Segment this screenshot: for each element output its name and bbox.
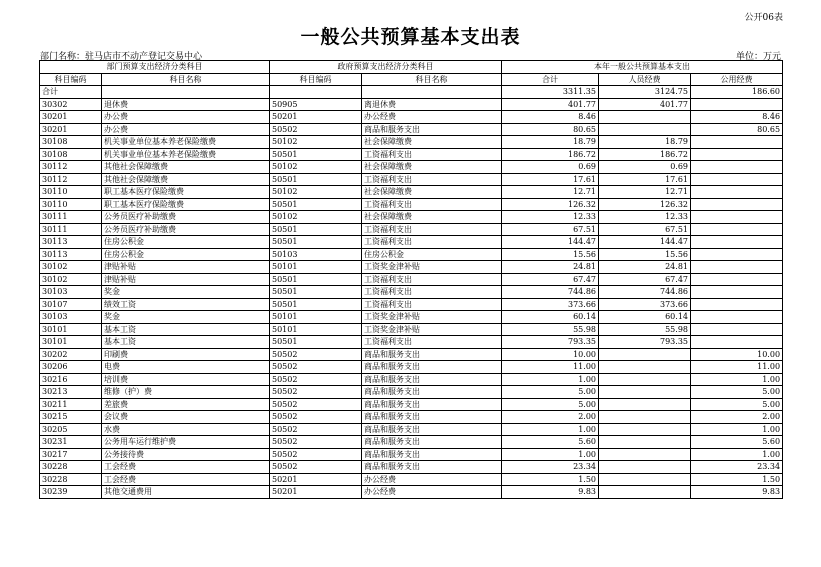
table-row: [40, 236, 783, 249]
table-cell: 50501: [270, 173, 362, 186]
table-cell: 30217: [40, 448, 102, 461]
table-cell: 5.00: [502, 386, 599, 399]
table-row: [40, 123, 783, 136]
table-row: [40, 486, 783, 499]
table-row: [40, 336, 783, 349]
table-cell: 50201: [270, 486, 362, 499]
table-cell: 30211: [40, 398, 102, 411]
column-header: 人员经费: [599, 73, 691, 86]
table-cell: [691, 336, 783, 349]
table-row: [40, 323, 783, 336]
table-cell: [599, 111, 691, 124]
group-header-row: [40, 61, 783, 74]
table-cell: 793.35: [599, 336, 691, 349]
table-cell: [691, 211, 783, 224]
table-cell: 合计: [40, 86, 102, 99]
table-cell: 15.56: [599, 248, 691, 261]
table-cell: [691, 236, 783, 249]
table-row: [40, 348, 783, 361]
table-row: [40, 248, 783, 261]
table-cell: 工资奖金津补贴: [362, 323, 502, 336]
table-cell: [599, 398, 691, 411]
table-cell: 30103: [40, 311, 102, 324]
table-cell: 办公费: [102, 123, 270, 136]
table-cell: 186.72: [599, 148, 691, 161]
table-cell: [691, 148, 783, 161]
table-cell: 50501: [270, 286, 362, 299]
table-cell: [599, 348, 691, 361]
table-cell: 23.34: [502, 461, 599, 474]
table-cell: 其他社会保障缴费: [102, 161, 270, 174]
table-cell: 办公经费: [362, 111, 502, 124]
table-cell: 公务员医疗补助缴费: [102, 223, 270, 236]
table-cell: 社会保障缴费: [362, 136, 502, 149]
table-cell: 30231: [40, 436, 102, 449]
table-cell: 17.61: [502, 173, 599, 186]
table-cell: 50501: [270, 198, 362, 211]
table-cell: 工资福利支出: [362, 236, 502, 249]
table-cell: [691, 261, 783, 274]
table-cell: 职工基本医疗保险缴费: [102, 186, 270, 199]
unit-label: 单位：万元: [735, 52, 781, 62]
table-cell: 工资福利支出: [362, 336, 502, 349]
table-cell: 维修（护）费: [102, 386, 270, 399]
table-cell: 商品和服务支出: [362, 411, 502, 424]
table-cell: 住房公积金: [362, 248, 502, 261]
table-cell: 机关事业单位基本养老保险缴费: [102, 136, 270, 149]
table-row: [40, 286, 783, 299]
table-cell: 30101: [40, 336, 102, 349]
table-cell: [691, 186, 783, 199]
table-cell: 50501: [270, 336, 362, 349]
table-cell: 60.14: [502, 311, 599, 324]
table-cell: 30108: [40, 136, 102, 149]
table-cell: 50501: [270, 236, 362, 249]
table-cell: 30239: [40, 486, 102, 499]
table-row: [40, 398, 783, 411]
table-cell: 12.71: [599, 186, 691, 199]
table-cell: 30202: [40, 348, 102, 361]
column-header-row: [40, 73, 783, 86]
table-cell: 30108: [40, 148, 102, 161]
table-cell: 23.34: [691, 461, 783, 474]
table-cell: 11.00: [502, 361, 599, 374]
table-cell: 30110: [40, 198, 102, 211]
table-cell: 373.66: [502, 298, 599, 311]
column-header: 科目名称: [362, 73, 502, 86]
table-cell: 50905: [270, 98, 362, 111]
table-cell: [691, 198, 783, 211]
table-cell: 工资福利支出: [362, 173, 502, 186]
table-cell: [691, 311, 783, 324]
table-cell: 1.00: [691, 373, 783, 386]
column-header: 公用经费: [691, 73, 783, 86]
table-cell: 50103: [270, 248, 362, 261]
table-cell: 50502: [270, 386, 362, 399]
table-cell: [691, 223, 783, 236]
table-cell: 会议费: [102, 411, 270, 424]
table-cell: 1.00: [502, 423, 599, 436]
table-cell: 401.77: [502, 98, 599, 111]
table-cell: 差旅费: [102, 398, 270, 411]
table-cell: 30302: [40, 98, 102, 111]
column-header: 科目编码: [270, 73, 362, 86]
column-header: 科目名称: [102, 73, 270, 86]
table-cell: [599, 361, 691, 374]
table-cell: 30107: [40, 298, 102, 311]
table-cell: 30205: [40, 423, 102, 436]
table-cell: 50102: [270, 161, 362, 174]
table-row: [40, 136, 783, 149]
table-cell: 30102: [40, 261, 102, 274]
table-cell: [599, 123, 691, 136]
table-cell: 工资福利支出: [362, 148, 502, 161]
table-cell: 工资福利支出: [362, 273, 502, 286]
table-cell: 商品和服务支出: [362, 448, 502, 461]
table-cell: 其他社会保障缴费: [102, 173, 270, 186]
table-cell: 373.66: [599, 298, 691, 311]
table-cell: 12.33: [599, 211, 691, 224]
table-row: [40, 261, 783, 274]
table-cell: 1.00: [502, 448, 599, 461]
table-cell: 55.98: [502, 323, 599, 336]
group-header-gov: 政府预算支出经济分类科目: [270, 61, 502, 74]
table-cell: [691, 286, 783, 299]
table-cell: 津贴补贴: [102, 261, 270, 274]
table-cell: 50502: [270, 423, 362, 436]
table-cell: 商品和服务支出: [362, 436, 502, 449]
table-cell: 基本工资: [102, 336, 270, 349]
table-cell: 50501: [270, 148, 362, 161]
table-cell: 商品和服务支出: [362, 398, 502, 411]
table-cell: 绩效工资: [102, 298, 270, 311]
table-cell: 80.65: [502, 123, 599, 136]
table-row: [40, 461, 783, 474]
table-cell: [270, 86, 362, 99]
table-cell: 离退休费: [362, 98, 502, 111]
table-cell: 0.69: [502, 161, 599, 174]
table-cell: [599, 436, 691, 449]
page-title: 一般公共预算基本支出表: [300, 26, 521, 48]
table-row: [40, 98, 783, 111]
table-cell: 公务用车运行维护费: [102, 436, 270, 449]
table-cell: 67.47: [599, 273, 691, 286]
table-cell: 50502: [270, 398, 362, 411]
table-cell: 50201: [270, 111, 362, 124]
table-row: [40, 186, 783, 199]
table-cell: 50201: [270, 473, 362, 486]
table-cell: 30111: [40, 211, 102, 224]
table-cell: 社会保障缴费: [362, 211, 502, 224]
table-cell: [691, 298, 783, 311]
table-cell: 744.86: [599, 286, 691, 299]
column-header: 科目编码: [40, 73, 102, 86]
table-cell: 培训费: [102, 373, 270, 386]
table-cell: 30206: [40, 361, 102, 374]
table-cell: 30101: [40, 323, 102, 336]
table-cell: 50502: [270, 361, 362, 374]
table-cell: [691, 136, 783, 149]
table-cell: 50102: [270, 211, 362, 224]
table-row: [40, 173, 783, 186]
table-row: [40, 361, 783, 374]
table-cell: 11.00: [691, 361, 783, 374]
table-cell: 商品和服务支出: [362, 461, 502, 474]
table-cell: 住房公积金: [102, 236, 270, 249]
table-cell: 商品和服务支出: [362, 361, 502, 374]
table-cell: 50101: [270, 261, 362, 274]
table-row: [40, 473, 783, 486]
table-cell: 67.51: [599, 223, 691, 236]
table-cell: 50502: [270, 373, 362, 386]
table-cell: 30201: [40, 111, 102, 124]
table-cell: 社会保障缴费: [362, 186, 502, 199]
table-cell: 住房公积金: [102, 248, 270, 261]
table-cell: 0.69: [599, 161, 691, 174]
table-cell: 50502: [270, 436, 362, 449]
table-cell: [691, 273, 783, 286]
table-cell: 基本工资: [102, 323, 270, 336]
table-cell: 其他交通费用: [102, 486, 270, 499]
table-cell: [599, 373, 691, 386]
table-cell: 奖金: [102, 286, 270, 299]
table-cell: 奖金: [102, 311, 270, 324]
table-cell: 电费: [102, 361, 270, 374]
table-cell: 商品和服务支出: [362, 348, 502, 361]
table-cell: 50102: [270, 136, 362, 149]
table-cell: 744.86: [502, 286, 599, 299]
table-cell: 工资福利支出: [362, 198, 502, 211]
table-cell: 1.00: [502, 373, 599, 386]
table-cell: 办公费: [102, 111, 270, 124]
table-cell: 社会保障缴费: [362, 161, 502, 174]
table-cell: 30110: [40, 186, 102, 199]
table-cell: [691, 173, 783, 186]
table-row: [40, 298, 783, 311]
table-cell: 工会经费: [102, 473, 270, 486]
table-cell: 30113: [40, 236, 102, 249]
table-cell: 126.32: [599, 198, 691, 211]
table-cell: 18.79: [502, 136, 599, 149]
table-cell: 9.83: [502, 486, 599, 499]
table-cell: 工资福利支出: [362, 286, 502, 299]
group-header-dept: 部门预算支出经济分类科目: [40, 61, 270, 74]
table-cell: 50101: [270, 311, 362, 324]
table-cell: 印刷费: [102, 348, 270, 361]
table-cell: 30213: [40, 386, 102, 399]
table-cell: 50102: [270, 186, 362, 199]
table-cell: 50502: [270, 348, 362, 361]
table-cell: 10.00: [502, 348, 599, 361]
table-cell: 30111: [40, 223, 102, 236]
table-cell: 商品和服务支出: [362, 386, 502, 399]
table-cell: 办公经费: [362, 486, 502, 499]
table-row: [40, 273, 783, 286]
table-row: [40, 211, 783, 224]
table-row: [40, 373, 783, 386]
table-cell: 水费: [102, 423, 270, 436]
table-cell: 5.00: [502, 398, 599, 411]
table-cell: [599, 448, 691, 461]
table-cell: 机关事业单位基本养老保险缴费: [102, 148, 270, 161]
table-cell: 30228: [40, 473, 102, 486]
table-cell: 12.33: [502, 211, 599, 224]
table-cell: [691, 248, 783, 261]
table-cell: [691, 323, 783, 336]
table-cell: 50501: [270, 298, 362, 311]
table-cell: 30201: [40, 123, 102, 136]
table-cell: 5.60: [502, 436, 599, 449]
table-cell: 工会经费: [102, 461, 270, 474]
table-cell: 30103: [40, 286, 102, 299]
table-cell: 工资奖金津补贴: [362, 261, 502, 274]
table-row: [40, 436, 783, 449]
table-cell: 公务接待费: [102, 448, 270, 461]
table-cell: [362, 86, 502, 99]
total-row: [40, 86, 783, 99]
table-row: [40, 161, 783, 174]
table-cell: [599, 386, 691, 399]
table-cell: 津贴补贴: [102, 273, 270, 286]
table-cell: 1.50: [502, 473, 599, 486]
table-row: [40, 223, 783, 236]
table-cell: 30215: [40, 411, 102, 424]
table-cell: 50502: [270, 123, 362, 136]
table-cell: [691, 98, 783, 111]
table-cell: 793.35: [502, 336, 599, 349]
table-cell: 67.47: [502, 273, 599, 286]
table-cell: 144.47: [599, 236, 691, 249]
table-cell: 10.00: [691, 348, 783, 361]
table-cell: 8.46: [502, 111, 599, 124]
budget-table: [39, 60, 783, 499]
table-cell: 5.00: [691, 386, 783, 399]
table-row: [40, 386, 783, 399]
table-cell: 12.71: [502, 186, 599, 199]
table-cell: [599, 411, 691, 424]
table-cell: 24.81: [599, 261, 691, 274]
table-cell: 3124.75: [599, 86, 691, 99]
table-cell: 30113: [40, 248, 102, 261]
table-cell: 50502: [270, 411, 362, 424]
table-cell: 30216: [40, 373, 102, 386]
department-label: 部门名称：驻马店市不动产登记交易中心: [40, 52, 203, 62]
table-cell: 126.32: [502, 198, 599, 211]
table-cell: 职工基本医疗保险缴费: [102, 198, 270, 211]
table-cell: 30112: [40, 173, 102, 186]
table-cell: 401.77: [599, 98, 691, 111]
table-cell: 17.61: [599, 173, 691, 186]
table-cell: 15.56: [502, 248, 599, 261]
table-cell: [599, 473, 691, 486]
table-cell: 30102: [40, 273, 102, 286]
table-cell: 1.50: [691, 473, 783, 486]
table-cell: [599, 423, 691, 436]
table-cell: 50501: [270, 223, 362, 236]
table-cell: 办公经费: [362, 473, 502, 486]
table-row: [40, 148, 783, 161]
table-cell: 1.00: [691, 423, 783, 436]
table-cell: [599, 486, 691, 499]
table-cell: 商品和服务支出: [362, 373, 502, 386]
table-row: [40, 423, 783, 436]
table-cell: 60.14: [599, 311, 691, 324]
table-row: [40, 411, 783, 424]
table-cell: 186.60: [691, 86, 783, 99]
table-cell: [102, 86, 270, 99]
column-header: 合计: [502, 73, 599, 86]
table-cell: 5.60: [691, 436, 783, 449]
table-cell: 公务员医疗补助缴费: [102, 211, 270, 224]
table-cell: 50101: [270, 323, 362, 336]
table-cell: [691, 161, 783, 174]
table-cell: [599, 461, 691, 474]
table-row: [40, 198, 783, 211]
table-cell: 55.98: [599, 323, 691, 336]
table-row: [40, 311, 783, 324]
group-header-current-year: 本年一般公共预算基本支出: [502, 61, 783, 74]
table-row: [40, 111, 783, 124]
table-cell: 24.81: [502, 261, 599, 274]
table-cell: 67.51: [502, 223, 599, 236]
table-cell: 5.00: [691, 398, 783, 411]
table-cell: 商品和服务支出: [362, 423, 502, 436]
table-cell: 2.00: [502, 411, 599, 424]
table-cell: 144.47: [502, 236, 599, 249]
doc-code: 公开06表: [744, 13, 783, 23]
table-cell: 退休费: [102, 98, 270, 111]
table-cell: 8.46: [691, 111, 783, 124]
table-cell: 工资福利支出: [362, 298, 502, 311]
table-cell: 2.00: [691, 411, 783, 424]
table-cell: 50502: [270, 448, 362, 461]
table-cell: 工资福利支出: [362, 223, 502, 236]
table-cell: 186.72: [502, 148, 599, 161]
table-cell: 30228: [40, 461, 102, 474]
table-cell: 50501: [270, 273, 362, 286]
table-row: [40, 448, 783, 461]
table-cell: 3311.35: [502, 86, 599, 99]
table-cell: 80.65: [691, 123, 783, 136]
table-cell: 30112: [40, 161, 102, 174]
table-cell: 50502: [270, 461, 362, 474]
table-cell: 商品和服务支出: [362, 123, 502, 136]
table-cell: 18.79: [599, 136, 691, 149]
table-cell: 9.83: [691, 486, 783, 499]
table-cell: 工资奖金津补贴: [362, 311, 502, 324]
table-cell: 1.00: [691, 448, 783, 461]
